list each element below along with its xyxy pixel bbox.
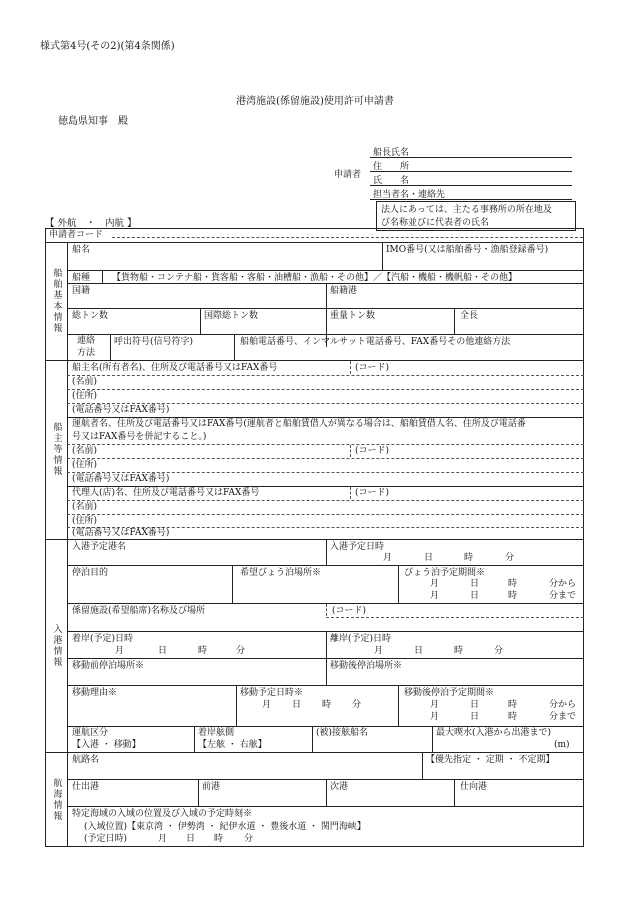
- entry-position-options[interactable]: (入域位置)【東京湾 ・ 伊勢湾 ・ 紀伊水道 ・ 豊後水道 ・ 関門海峡】: [84, 822, 366, 832]
- after-from-month: 月: [430, 700, 440, 710]
- length-label: 全長: [460, 311, 479, 321]
- owner-name-label: (名前): [72, 377, 98, 387]
- anchor-from-month: 月: [430, 579, 440, 589]
- after-period-label: 移動後停泊予定期間※: [404, 688, 495, 698]
- alongside-label: (被)接舷船名: [316, 728, 369, 738]
- section-navigation: 航海情報: [51, 777, 62, 822]
- after-from-label: 分から: [549, 700, 577, 710]
- after-from-hour: 時: [508, 700, 518, 710]
- operator-address-label: (住所): [72, 460, 98, 470]
- corp-note-line-2: び名称並びに代表者の氏名: [381, 218, 490, 228]
- facility-label: 係留施設(希望船席)名称及び場所: [72, 606, 206, 616]
- applicant-code-label: 申請者コード: [49, 230, 104, 240]
- move-date-label: 移動予定日時※: [240, 688, 304, 698]
- ship-type-label: 船種: [72, 273, 91, 283]
- captain-name-label: 船長氏名: [373, 148, 410, 158]
- special-area-label: 特定海域の入域の位置及び入域の予定時刻※: [72, 809, 253, 819]
- agent-name-label: (名前): [72, 502, 98, 512]
- corp-note-line-1: 法人にあっては、主たる事務所の所在地及: [381, 205, 552, 215]
- berth-minute: 分: [236, 646, 246, 656]
- after-until-label: 分まで: [549, 712, 577, 722]
- before-place-label: 移動前停泊場所※: [72, 661, 145, 671]
- anchor-until-label: 分まで: [549, 591, 577, 601]
- owner-phone-label: (電話番号又はFAX番号): [72, 405, 170, 415]
- ship-name-label: 船名: [72, 245, 91, 255]
- depart-date-label: 離岸(予定)日時: [330, 634, 392, 644]
- berth-date-label: 着岸(予定)日時: [72, 634, 134, 644]
- berth-hour: 時: [198, 646, 208, 656]
- operator-header-2: 号又はFAX番号を併記すること。): [72, 432, 207, 442]
- berth-wish-label: 希望びょう泊場所※: [240, 568, 322, 578]
- nationality-label: 国籍: [72, 286, 91, 296]
- entry-day: 日: [424, 553, 434, 563]
- agent-address-label: (住所): [72, 516, 98, 526]
- berth-month: 月: [115, 646, 125, 656]
- agent-code-label: (コード): [355, 488, 390, 498]
- entry-month: 月: [383, 553, 393, 563]
- service-type-label: 運航区分: [72, 728, 109, 738]
- draft-unit: (m): [554, 740, 570, 750]
- addressee: 徳島県知事 殿: [58, 116, 128, 127]
- deadweight-label: 重量トン数: [330, 311, 376, 321]
- route-options[interactable]: 【優先指定 ・ 定期 ・ 不定期】: [426, 755, 555, 765]
- service-type-options[interactable]: 【入港 ・ 移動】: [72, 740, 141, 750]
- entry-date-label: 入港予定日時: [330, 542, 385, 552]
- anchor-until-day: 日: [470, 591, 480, 601]
- intl-gross-tonnage-label: 国際総トン数: [204, 311, 259, 321]
- facility-code-label: (コード): [332, 606, 367, 616]
- contact-method-label-1: 連絡: [77, 336, 96, 346]
- anchor-until-hour: 時: [508, 591, 518, 601]
- anchor-until-month: 月: [430, 591, 440, 601]
- agent-header: 代理人(店)名、住所及び電話番号又はFAX番号: [72, 488, 260, 498]
- operator-code-label: (コード): [355, 446, 390, 456]
- depart-hour: 時: [454, 646, 464, 656]
- entry-port-label: 入港予定港名: [72, 542, 127, 552]
- nav-day: 日: [186, 834, 196, 844]
- purpose-label: 停泊目的: [72, 568, 109, 578]
- nav-hour: 時: [214, 834, 224, 844]
- anchor-from-day: 日: [470, 579, 480, 589]
- origin-port-label: 仕出港: [72, 782, 100, 792]
- form-title: 港湾施設(係留施設)使用許可申請書: [236, 96, 394, 107]
- operator-name-label: (名前): [72, 446, 98, 456]
- depart-day: 日: [414, 646, 424, 656]
- section-owner: 船主等情報: [51, 421, 62, 477]
- anchor-from-label: 分から: [549, 579, 577, 589]
- applicant-address-label: 住 所: [373, 162, 410, 172]
- owner-address-label: (住所): [72, 391, 98, 401]
- move-reason-label: 移動理由※: [72, 688, 118, 698]
- corporation-note-box: [376, 201, 576, 231]
- applicant-label: 申請者: [334, 170, 362, 180]
- move-hour: 時: [322, 700, 332, 710]
- destination-port-label: 仕向港: [460, 782, 488, 792]
- entry-time-label: (予定日時): [84, 834, 128, 844]
- voyage-type-selector[interactable]: 【 外航 ・ 内航 】: [45, 218, 137, 229]
- anchor-period-label: びょう泊予定期間※: [404, 568, 486, 578]
- section-entry: 入港情報: [51, 623, 62, 668]
- call-sign-label: 呼出符号(信号符字): [114, 337, 194, 347]
- move-day: 日: [292, 700, 302, 710]
- applicant-name-label: 氏 名: [373, 176, 410, 186]
- contact-method-label-2: 方法: [77, 348, 96, 358]
- applicant-contact-label: 担当者名・連絡先: [373, 190, 446, 200]
- route-label: 航路名: [72, 755, 100, 765]
- gross-tonnage-label: 総トン数: [72, 311, 109, 321]
- berth-side-options[interactable]: 【左舷 ・ 右舷】: [198, 740, 267, 750]
- nav-month: 月: [158, 834, 168, 844]
- move-minute: 分: [352, 700, 362, 710]
- anchor-from-hour: 時: [508, 579, 518, 589]
- port-registry-label: 船籍港: [330, 286, 358, 296]
- agent-phone-label: (電話番号又はFAX番号): [72, 528, 170, 538]
- entry-hour: 時: [464, 553, 474, 563]
- operator-header-1: 運航者名、住所及び電話番号又はFAX番号(運航者と船舶賃借人が異なる場合は、船舶賃借人名、住所及び電話番: [72, 419, 526, 429]
- after-until-day: 日: [470, 712, 480, 722]
- operator-phone-label: (電話番号又はFAX番号): [72, 474, 170, 484]
- ship-phone-label: 船舶電話番号、インマルサット電話番号、FAX番号その他連絡方法: [240, 337, 511, 347]
- entry-minute: 分: [505, 553, 515, 563]
- section-ship-basic: 船舶基本情報: [51, 268, 62, 334]
- max-draft-label: 最大喫水(入港から出港まで): [436, 728, 552, 738]
- imo-label: IMO番号(又は船舶番号・漁船登録番号): [386, 245, 549, 255]
- move-month: 月: [262, 700, 272, 710]
- owner-code-label: (コード): [355, 363, 390, 373]
- depart-month: 月: [374, 646, 384, 656]
- form-number: 様式第4号(その2)(第4条関係): [40, 41, 175, 52]
- after-until-hour: 時: [508, 712, 518, 722]
- nav-minute: 分: [244, 834, 254, 844]
- prev-port-label: 前港: [202, 782, 221, 792]
- berth-day: 日: [158, 646, 168, 656]
- next-port-label: 次港: [330, 782, 349, 792]
- ship-type-options[interactable]: 【貨物船・コンテナ船・貨客船・客船・油槽船・漁船・その他】／【汽船・機船・機帆船・その他】: [112, 273, 518, 283]
- after-place-label: 移動後停泊場所※: [330, 661, 403, 671]
- depart-minute: 分: [494, 646, 504, 656]
- berth-side-label: 着岸舷側: [198, 728, 235, 738]
- after-from-day: 日: [470, 700, 480, 710]
- after-until-month: 月: [430, 712, 440, 722]
- owner-header: 船主名(所有者名)、住所及び電話番号又はFAX番号: [72, 363, 278, 373]
